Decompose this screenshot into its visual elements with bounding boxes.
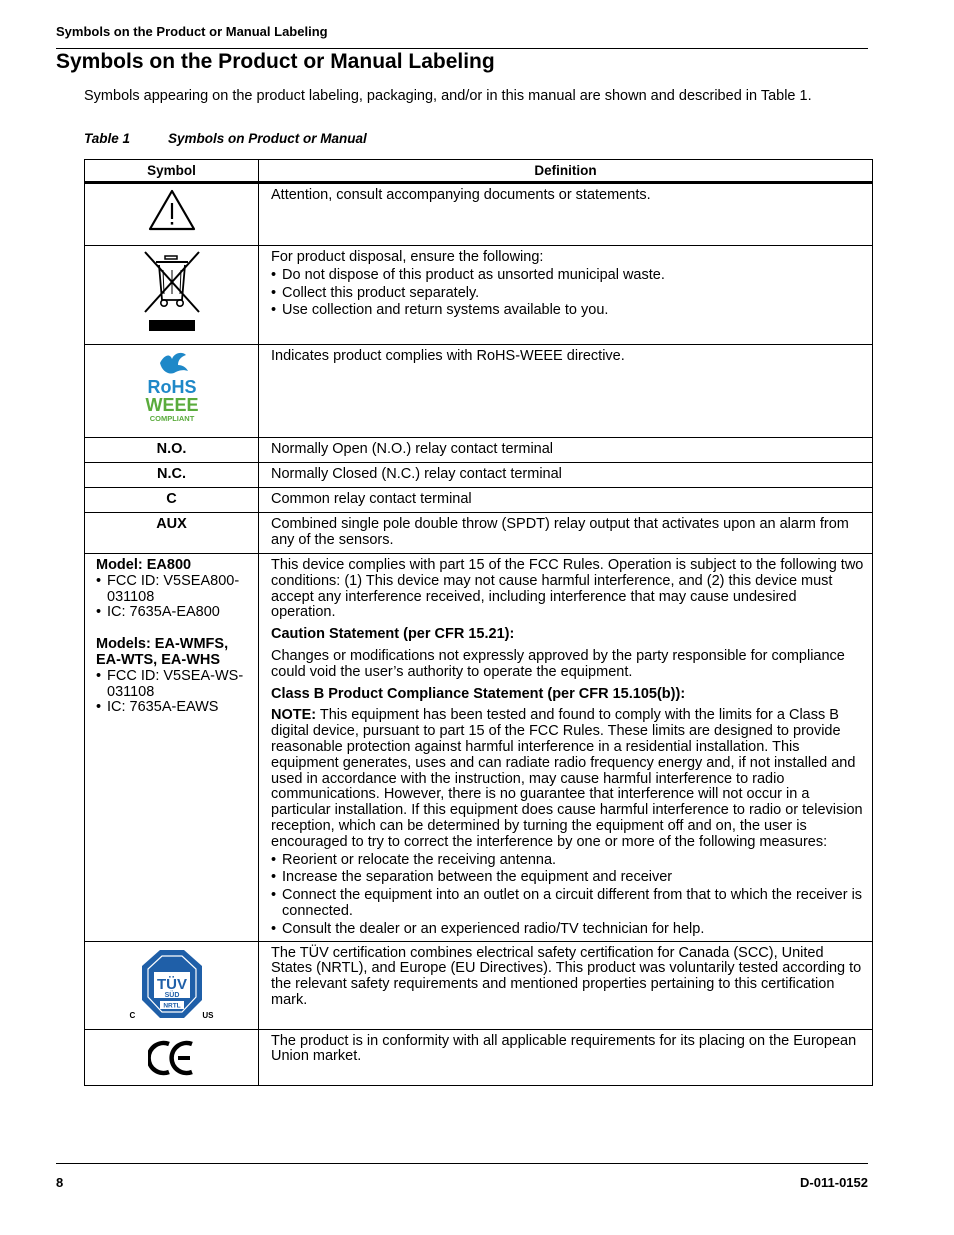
rohs-logo-line1: RoHS xyxy=(147,377,196,397)
table-row xyxy=(85,488,873,513)
tuv-logo-text: TÜV xyxy=(156,975,187,993)
list-item: • IC: 7635A-EAWS xyxy=(96,700,254,716)
table-caption xyxy=(84,131,367,146)
warning-triangle-icon xyxy=(147,188,197,232)
definition-text: Attention, consult accompanying documents or statements. xyxy=(271,187,651,203)
definition-column-header: Definition xyxy=(259,160,873,183)
definition-cell: Combined single pole double throw (SPDT) relay output that activates upon an alarm from any of the sensors. xyxy=(259,513,873,554)
header-rule xyxy=(56,48,868,49)
rohs-logo-line2: WEEE xyxy=(144,395,199,415)
symbol-cell xyxy=(85,554,259,942)
note-label: NOTE: xyxy=(271,707,317,724)
model-id-list xyxy=(96,574,254,621)
intro-paragraph: Symbols appearing on the product labeling, packaging, and/or in this manual are shown and described in Table 1. xyxy=(84,88,812,104)
list-item: • Increase the separation between the equipment and receiver xyxy=(271,870,864,886)
definition-cell xyxy=(259,941,873,1029)
disposal-list xyxy=(271,268,864,319)
symbol-cell: N.O. xyxy=(85,438,259,463)
tuv-us-label: US xyxy=(202,1010,214,1020)
page-number: 8 xyxy=(56,1175,64,1190)
tuv-logo-sub: SÜD xyxy=(164,991,179,999)
symbol-cell: N.C. xyxy=(85,463,259,488)
definition-cell: Normally Closed (N.C.) relay contact terminal xyxy=(259,463,873,488)
table-caption-title: Symbols on Product or Manual xyxy=(168,131,367,146)
classb-title: Class B Product Compliance Statement (per CFR 15.105(b)): xyxy=(271,685,686,702)
definition-cell xyxy=(259,183,873,246)
definition-cell xyxy=(259,246,873,345)
definition-text: The product is in conformity with all applicable requirements for its placing on the European Union market. xyxy=(271,1032,857,1065)
tuv-logo-band: NRTL xyxy=(162,1002,181,1010)
model-title: Models: EA-WMFS, EA-WTS, EA-WHS xyxy=(96,636,229,668)
definition-text: The TÜV certification combines electrical safety certification for Canada (SCC), United States (NRTL), and Europe (EU Directives). This product was voluntarily tested according to the relevant safety requirements and mentioned properties pertaining to this certification mark. xyxy=(271,944,862,1008)
measures-list xyxy=(271,853,864,938)
symbol-cell xyxy=(85,1029,259,1086)
tuv-c-label: C xyxy=(129,1010,136,1020)
table-caption-number: Table 1 xyxy=(84,131,131,146)
rohs-logo-line3: COMPLIANT xyxy=(149,414,194,423)
bird-icon xyxy=(160,353,188,374)
definition-cell xyxy=(259,554,873,942)
symbols-table xyxy=(84,159,873,1086)
symbol-cell: C xyxy=(85,488,259,513)
model-title: Model: EA800 xyxy=(96,557,192,573)
table-row xyxy=(85,463,873,488)
table-row xyxy=(85,246,873,345)
symbol-cell xyxy=(85,345,259,438)
table-row xyxy=(85,1029,873,1086)
caution-text: Changes or modifications not expressly approved by the party responsible for compliance could void the user’s authority to operate the equipment. xyxy=(271,647,845,680)
list-item: • Consult the dealer or an experienced radio/TV technician for help. xyxy=(271,922,864,938)
table-row xyxy=(85,941,873,1029)
definition-text: For product disposal, ensure the following: xyxy=(271,249,544,265)
list-item: • FCC ID: V5SEA800-031108 xyxy=(96,574,254,606)
page-title: Symbols on the Product or Manual Labeling xyxy=(56,50,495,73)
crossed-out-wheelie-bin-icon xyxy=(141,250,203,334)
tuv-octagon-logo xyxy=(130,948,214,1026)
tuv-certification-mark xyxy=(130,948,214,1026)
table-row xyxy=(85,345,873,438)
list-item: • FCC ID: V5SEA-WS-031108 xyxy=(96,669,254,701)
symbol-cell xyxy=(85,941,259,1029)
list-item: • IC: 7635A-EA800 xyxy=(96,605,254,621)
table-header-row xyxy=(85,160,873,183)
list-item: • Do not dispose of this product as unsorted municipal waste. xyxy=(271,268,864,284)
definition-cell: Normally Open (N.O.) relay contact terminal xyxy=(259,438,873,463)
table-row xyxy=(85,183,873,246)
fcc-compliance-text: This device complies with part 15 of the FCC Rules. Operation is subject to the following two conditions: (1) This device may not cause harmful interference, and (2) this device must accept any interference received, including interference that may cause undesired operation. xyxy=(271,557,864,621)
note-text: This equipment has been tested and found to comply with the limits for a Class B digital device, pursuant to part 15 of the FCC Rules. These limits are designed to provide reasonable protection against harmful interference in a residential installation. This equipment generates, uses and can radiate radio frequency energy and, if not installed and used in accordance with the instruction, may cause harmful interference to radio communications. However, there is no guarantee that interference will not occur in a particular installation. If this equipment does cause harmful interference to radio or television reception, which can be determined by turning the equipment off and on, the user is encouraged to try to correct the interference by one or more of the following measures: xyxy=(271,707,863,850)
list-item: • Collect this product separately. xyxy=(271,286,864,302)
note-paragraph xyxy=(271,708,864,850)
definition-cell: Common relay contact terminal xyxy=(259,488,873,513)
definition-cell xyxy=(259,345,873,438)
list-item: • Connect the equipment into an outlet on a circuit different from that to which the receiver is connected. xyxy=(271,888,864,920)
symbol-cell xyxy=(85,183,259,246)
running-header: Symbols on the Product or Manual Labeling xyxy=(56,24,328,39)
footer-rule xyxy=(56,1163,868,1164)
definition-cell xyxy=(259,1029,873,1086)
document-number: D-011-0152 xyxy=(800,1175,868,1190)
rohs-weee-logo xyxy=(134,349,210,427)
model-id-list xyxy=(96,669,254,716)
ce-mark-icon xyxy=(148,1038,196,1078)
definition-text: Indicates product complies with RoHS-WEEE directive. xyxy=(271,348,625,364)
table-row xyxy=(85,513,873,554)
symbol-cell xyxy=(85,246,259,345)
symbol-column-header: Symbol xyxy=(85,160,259,183)
list-item: • Use collection and return systems available to you. xyxy=(271,303,864,319)
symbol-cell: AUX xyxy=(85,513,259,554)
table-row xyxy=(85,438,873,463)
caution-title: Caution Statement (per CFR 15.21): xyxy=(271,626,515,643)
list-item: • Reorient or relocate the receiving antenna. xyxy=(271,853,864,869)
table-row xyxy=(85,554,873,942)
